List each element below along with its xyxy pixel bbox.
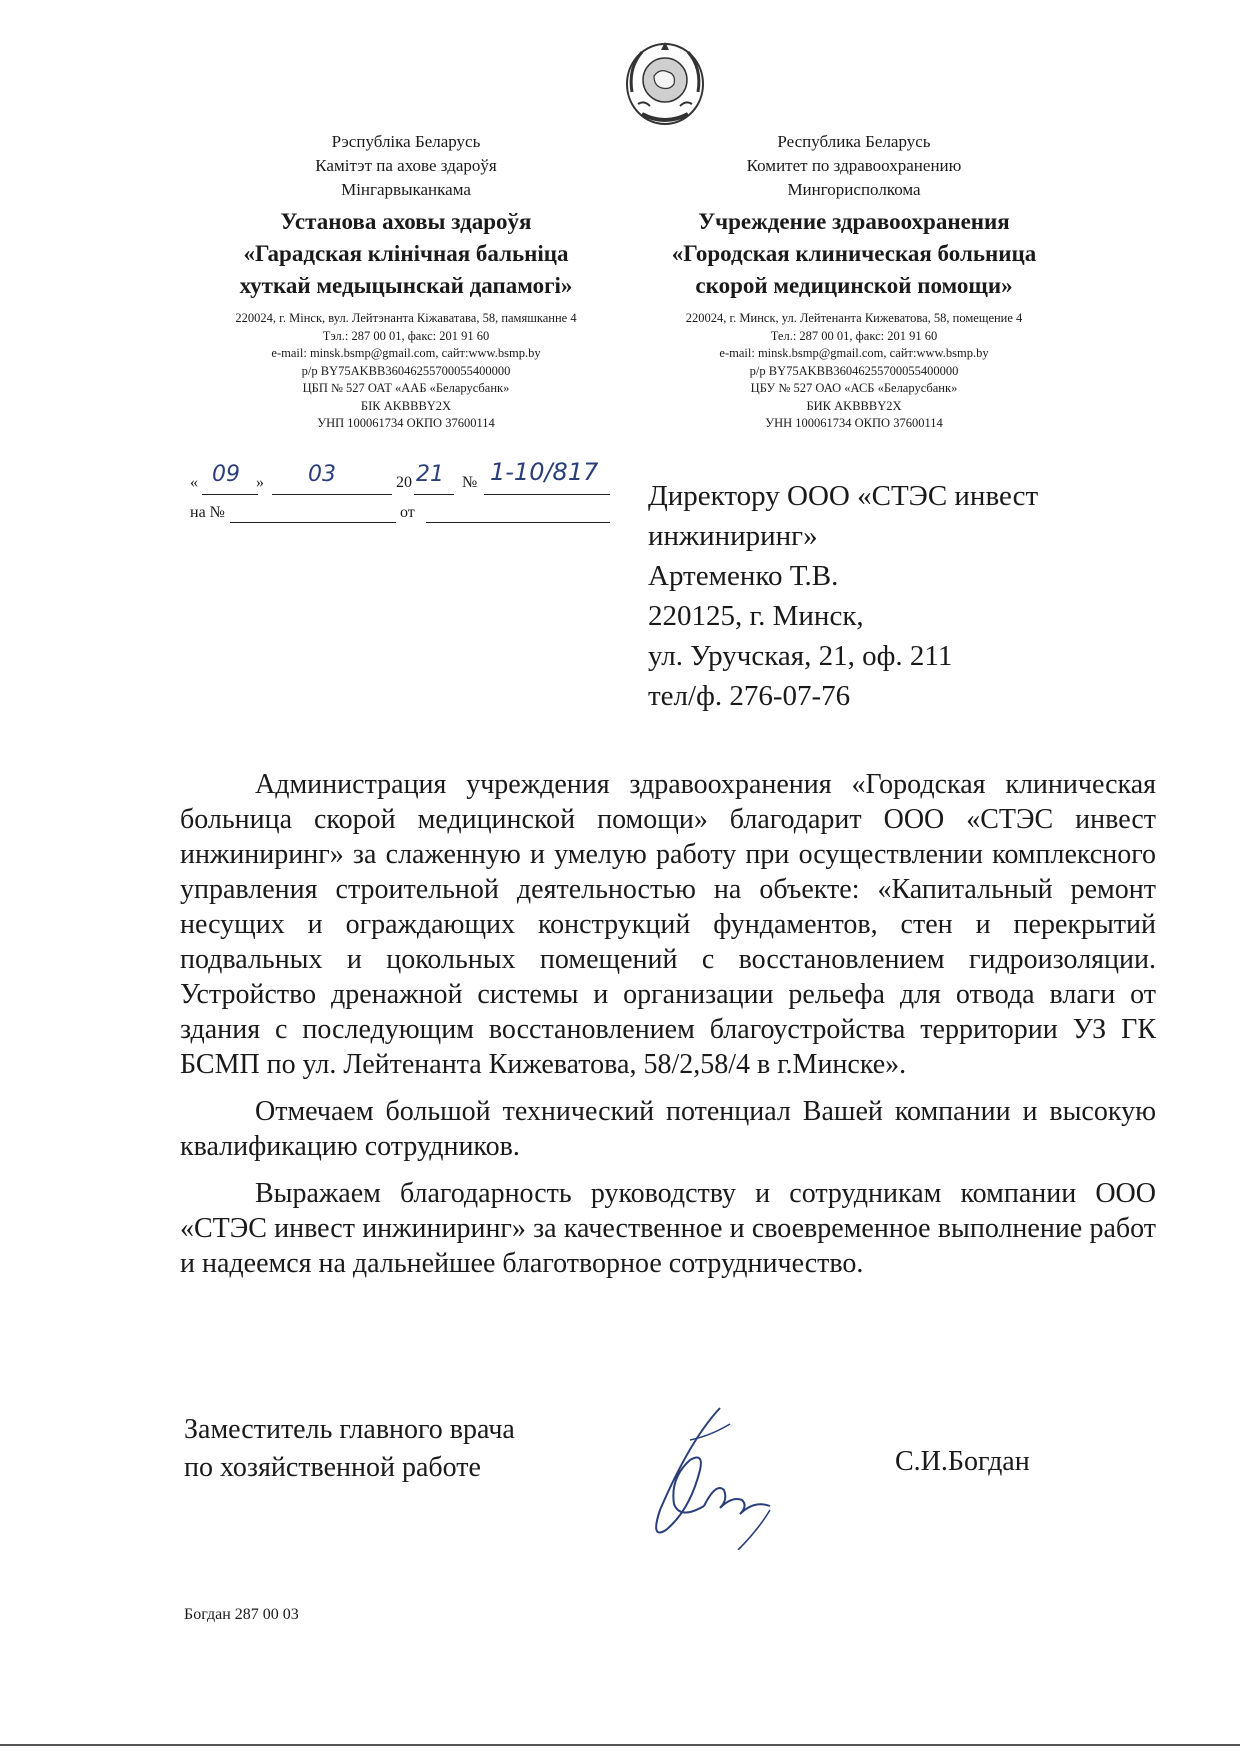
date-year-prefix: 20 [396,474,412,491]
page-bottom-edge [0,1744,1240,1746]
org-bik: БИК AKBBBY2X [806,398,902,413]
org-unp: УНН 100061734 ОКПО 37600114 [765,416,943,430]
authority-name: Мингорисполкома [787,180,921,199]
org-account: р/р BY75AKBB36046255700055400000 [301,363,511,378]
org-name-line1: Учреждение здравоохранения [698,209,1010,234]
signatory-name: С.И.Богдан [895,1446,1030,1477]
org-email: e-mail: minsk.bsmp@gmail.com, сайт:www.bsmp.by [719,346,989,360]
org-name-line1: Установа аховы здароўя [280,209,532,234]
addressee-line: инжиниринг» [648,520,818,552]
org-name-line2: «Гарадская клінічная бальніца [243,241,569,266]
date-day: 09 [212,462,240,487]
org-unp: УНП 100061734 ОКПО 37600114 [317,416,495,430]
executor-note: Богдан 287 00 03 [184,1606,299,1623]
handwritten-signature-icon [620,1400,810,1550]
date-open-quote: « [190,474,198,491]
body-paragraph: Отмечаем большой технический потенциал Вашей компании и высокую квалификацию сотрудников. [180,1096,1156,1162]
body-paragraph: Выражаем благодарность руководству и сотрудникам компании ООО «СТЭС инвест инжиниринг» за качественное и своевременное выполнение работ и надеемся на дальнейшее благотворное сотрудничество. [180,1178,1156,1279]
org-address: 220024, г. Минск, ул. Лейтенанта Кижеватова, 58, помещение 4 [685,311,1023,325]
org-name-line2: «Городская клиническая больница [671,241,1037,266]
addressee-line: 220125, г. Минск, [648,600,864,632]
addressee-line: ул. Уручская, 21, оф. 211 [648,640,953,672]
authority-name: Мінгарвыканкама [341,180,471,199]
date-close-quote: » [256,474,264,491]
addressee-line: Директору ООО «СТЭС инвест [648,480,1039,512]
letterhead-belarusian [176,130,636,433]
reference-line [190,500,610,530]
ref-on-label: на № [190,504,225,521]
letter-number: 1-10/817 [490,458,599,486]
org-name-line3: скорой медицинской помощи» [695,273,1013,298]
country-name: Республика Беларусь [777,132,931,151]
org-phone: Тэл.: 287 00 01, факс: 201 91 60 [322,328,490,343]
org-bank: ЦБУ № 527 ОАО «АСБ «Беларусбанк» [750,381,958,395]
date-month: 03 [308,462,336,487]
addressee-line: Артеменко Т.В. [648,560,839,592]
org-email: e-mail: minsk.bsmp@gmail.com, сайт:www.bsmp.by [271,346,541,360]
ref-from-label: от [400,504,415,521]
signatory-title-line: по хозяйственной работе [184,1452,481,1483]
org-address: 220024, г. Мінск, вул. Лейтэнанта Кіжаватава, 58, памяшканне 4 [235,311,577,325]
letter-date-number [190,458,610,502]
committee-name: Комитет по здравоохранению [746,156,962,175]
number-label: № [462,474,478,491]
org-phone: Тел.: 287 00 01, факс: 201 91 60 [770,328,938,343]
org-bank: ЦБП № 527 ОАТ «ААБ «Беларусбанк» [302,381,510,395]
body-paragraph: Администрация учреждения здравоохранения «Городская клиническая больница скорой медицинской помощи» благодарит ООО «СТЭС инвест инжиниринг» за слаженную и умелую работу при осуществлении комплексного управления строительной деятельностью на объекте: «Капитальный ремонт несущих и ограждающих конструкций фундаментов, стен и перекрытий подвальных и цокольных помещений с восстановлением гидроизоляции. Устройство дренажной системы и организации рельефа для отвода влаги от здания с последующим восстановлением благоустройства территории УЗ ГК БСМП по ул. Лейтенанта Кижеватова, 58/2,58/4 в г.Минске». [180,769,1156,1080]
addressee-line: тел/ф. 276-07-76 [648,680,851,712]
date-year-suffix: 21 [416,462,444,487]
org-account: р/р BY75AKBB36046255700055400000 [749,363,959,378]
country-name: Рэспубліка Беларусь [331,132,481,151]
state-emblem-icon [620,34,710,130]
addressee-block [648,476,1168,716]
org-bik: БІК AKBBBY2X [360,398,452,413]
committee-name: Камітэт па ахове здароўя [315,156,497,175]
letter-body [180,767,1156,1293]
signatory-title [184,1411,515,1487]
signatory-title-line: Заместитель главного врача [184,1414,515,1445]
letterhead-russian [624,130,1084,433]
org-name-line3: хуткай медыцынскай дапамогі» [239,273,573,298]
